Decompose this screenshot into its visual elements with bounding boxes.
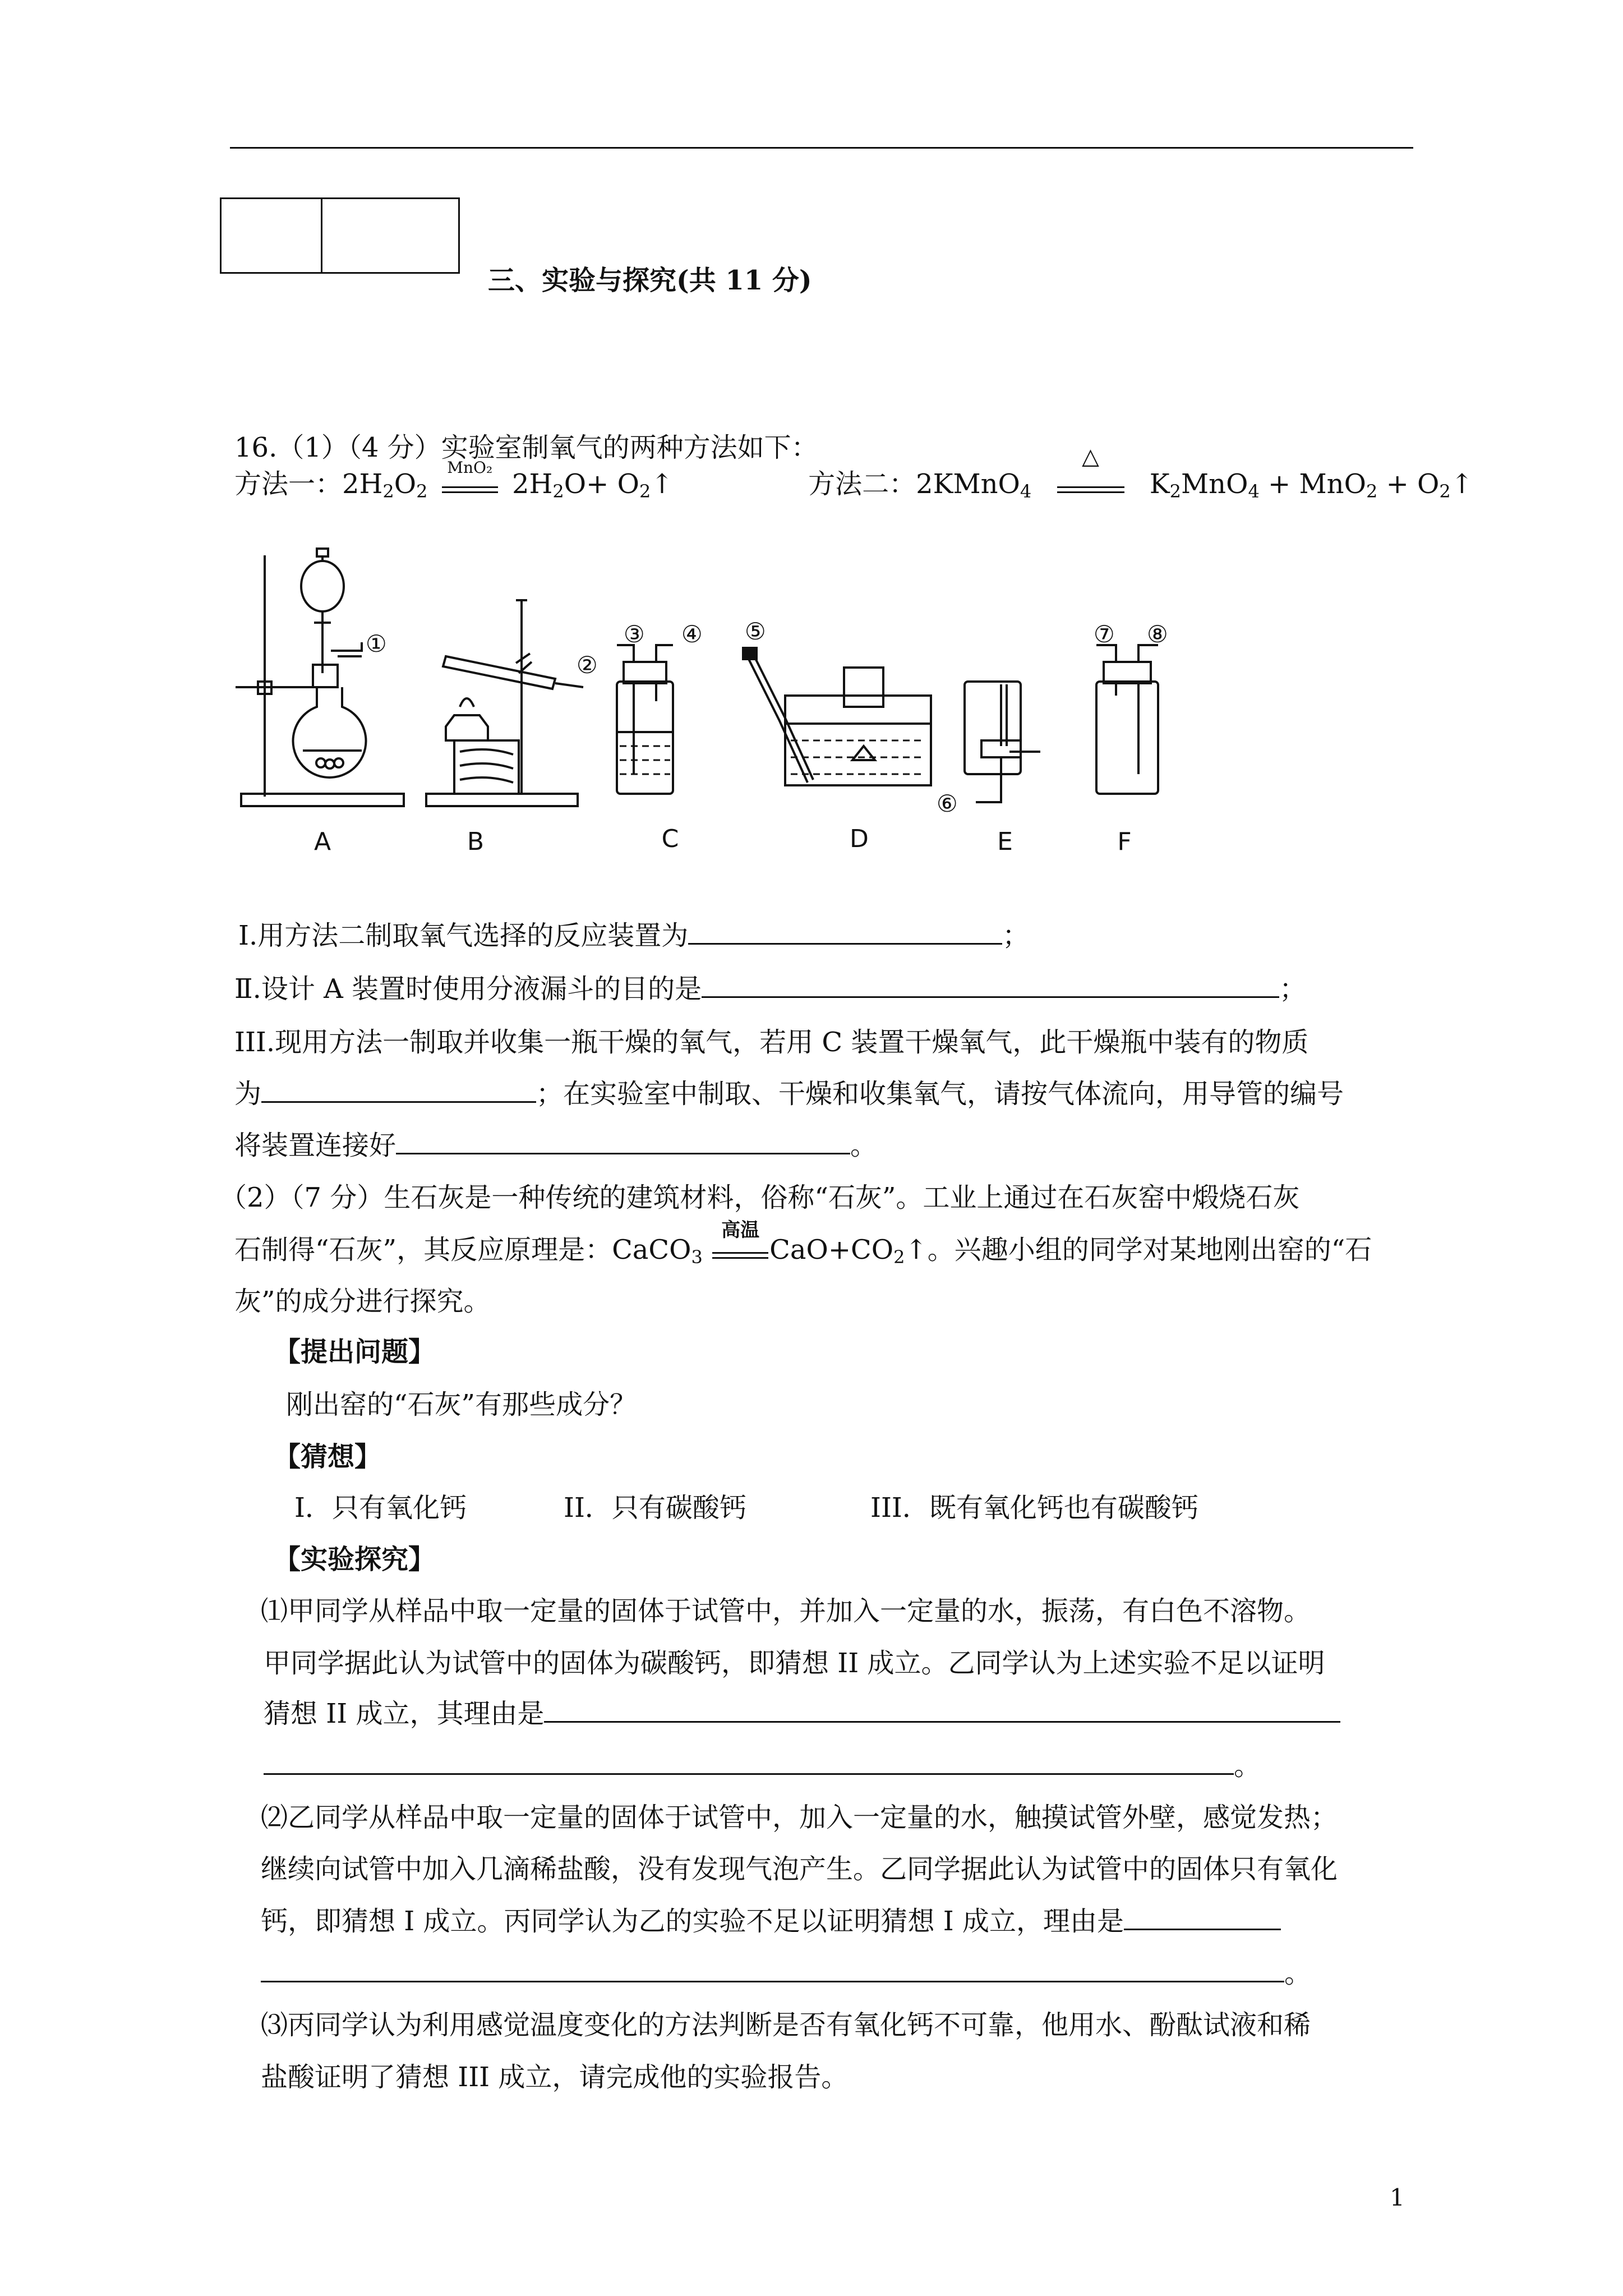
part2-line3: 灰”的成分进行探究。: [234, 1286, 491, 1317]
heading-guess: 【猜想】: [274, 1441, 382, 1473]
q16-intro: 16.（1）（4 分）实验室制氧气的两种方法如下：: [234, 432, 818, 463]
port-7-label: ⑦: [1094, 620, 1115, 648]
heading-question: 【提出问题】: [274, 1336, 436, 1368]
answer-blank-exp1-a[interactable]: [544, 1697, 1340, 1723]
exp1-line4: 。: [264, 1749, 1261, 1783]
exp2-line1: ⑵乙同学从样品中取一定量的固体于试管中，加入一定量的水，触摸试管外壁，感觉发热；: [261, 1802, 1338, 1833]
apparatus-c: [617, 645, 673, 794]
exp3-line1: ⑶丙同学认为利用感觉温度变化的方法判断是否有氧化钙不可靠，他用水、酚酞试液和稀: [261, 2009, 1311, 2041]
heat-condition: △: [1057, 476, 1124, 493]
port-6-label: ⑥: [937, 790, 958, 817]
apparatus-label-b: B: [467, 827, 485, 856]
apparatus-label-f: F: [1117, 827, 1132, 856]
exp1-line3: 猜想 II 成立，其理由是: [264, 1697, 1340, 1731]
part2-line1: （2）（7 分）生石灰是一种传统的建筑材料，俗称“石灰”。工业上通过在石灰窑中煅烧石灰: [220, 1182, 1300, 1213]
apparatus-figure: [224, 539, 1245, 875]
score-cell-label: [221, 199, 322, 273]
exp1-line2: 甲同学据此认为试管中的固体为碳酸钙，即猜想 II 成立。乙同学认为上述实验不足以证明: [264, 1648, 1325, 1679]
exp3-line2: 盐酸证明了猜想 III 成立，请完成他的实验报告。: [261, 2062, 849, 2093]
port-4-label: ④: [681, 620, 703, 648]
header-rule: [230, 147, 1413, 149]
section-title: 三、实验与探究(共 11 分): [488, 265, 812, 296]
part2-line2: 石制得“石灰”，其反应原理是：CaCO$_3$ 高温 $CaO+CO_2↑$。兴趣小组的同学对某地刚出窑的“石: [234, 1219, 1372, 1268]
guess-2: II．只有碳酸钙: [564, 1492, 746, 1524]
exp1-line1: ⑴甲同学从样品中取一定量的固体于试管中，并加入一定量的水，振荡，有白色不溶物。: [261, 1595, 1311, 1627]
apparatus-e: [965, 682, 1040, 802]
score-cell-value[interactable]: [322, 199, 459, 273]
question-iii-line1: III.现用方法一制取并收集一瓶干燥的氧气，若用 C 装置干燥氧气，此干燥瓶中装有的物质: [234, 1027, 1309, 1058]
port-2-label: ②: [577, 651, 598, 679]
apparatus-label-e: E: [997, 827, 1013, 856]
answer-blank-i[interactable]: [688, 919, 1002, 945]
port-8-label: ⑧: [1147, 620, 1168, 648]
score-table: [220, 197, 460, 274]
guess-1: I．只有氧化钙: [294, 1492, 467, 1524]
answer-blank-exp2-a[interactable]: [1124, 1905, 1281, 1930]
answer-blank-ii[interactable]: [702, 973, 1279, 998]
guess-3: III．既有氧化钙也有碳酸钙: [870, 1492, 1198, 1524]
port-5-label: ⑤: [745, 618, 766, 645]
method2-equation: 方法二：2KMnO$_4$ △ $K_2MnO_4 + MnO_2$ + $O_2↑$: [808, 444, 1473, 502]
exp2-line3: 钙，即猜想 I 成立。丙同学认为乙的实验不足以证明猜想 I 成立，理由是: [261, 1904, 1281, 1938]
answer-blank-iii-a[interactable]: [261, 1078, 536, 1103]
answer-blank-iii-b[interactable]: [396, 1129, 850, 1154]
question-iii-line3: 将装置连接好 。: [234, 1130, 878, 1161]
apparatus-label-c: C: [661, 825, 679, 853]
question-i: Ⅰ.用方法二制取氧气选择的反应装置为 ；: [238, 920, 1030, 951]
port-1-label: ①: [366, 630, 387, 657]
apparatus-b: [426, 600, 583, 806]
question-text: 刚出窑的“石灰”有那些成分？: [286, 1389, 637, 1420]
apparatus-label-d: D: [850, 825, 869, 853]
port-3-label: ③: [624, 620, 645, 648]
apparatus-label-a: A: [313, 827, 331, 856]
apparatus-d: [743, 648, 931, 785]
question-iii-line2: 为 ；在实验室中制取、干燥和收集氧气，请按气体流向，用导管的编号: [234, 1078, 1344, 1110]
exp2-line4: 。: [261, 1957, 1311, 1990]
answer-blank-exp1-b[interactable]: [264, 1750, 1234, 1775]
apparatus-a: [236, 549, 404, 806]
exp2-line2: 继续向试管中加入几滴稀盐酸，没有发现气泡产生。乙同学据此认为试管中的固体只有氧化: [261, 1853, 1338, 1885]
heading-experiment: 【实验探究】: [274, 1544, 436, 1575]
high-temp-condition: 高温: [712, 1242, 768, 1259]
apparatus-f: [1096, 645, 1158, 794]
catalyst-condition: MnO₂: [442, 476, 498, 493]
answer-blank-exp2-b[interactable]: [261, 1957, 1284, 1982]
page-number: 1: [1390, 2184, 1405, 2211]
question-ii: Ⅱ.设计 A 装置时使用分液漏斗的目的是 ；: [234, 973, 1307, 1005]
method1-equation: 方法一：$2H_2O_2$ MnO₂ $2H_2O+$ $O_2↑$: [234, 458, 674, 502]
